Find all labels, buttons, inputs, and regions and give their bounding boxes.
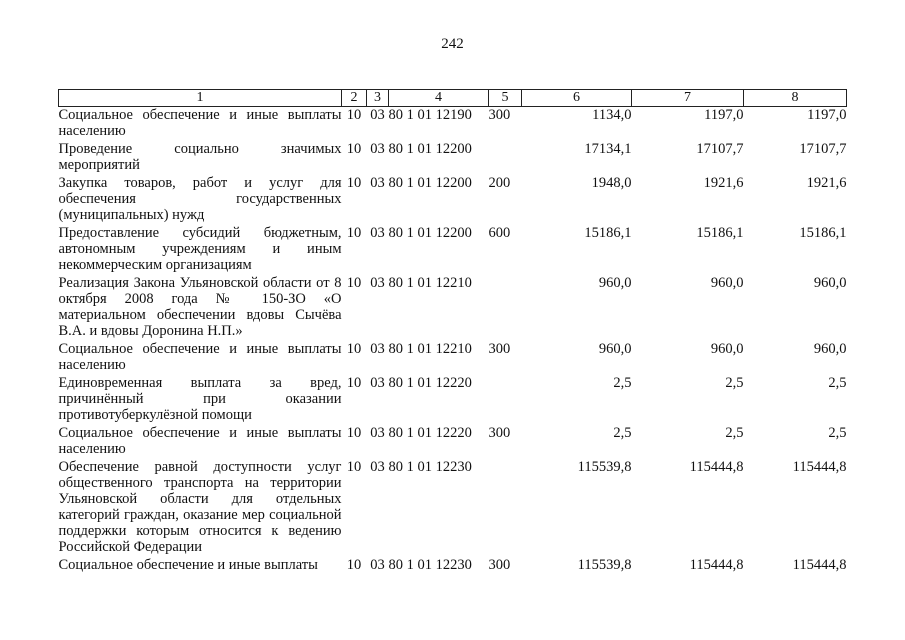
row-value-7: 115444,8 [689,557,744,573]
budget-table [58,89,847,575]
row-value-7: 960,0 [710,275,744,291]
table-row [59,275,847,341]
row-value-8: 17107,7 [799,141,847,157]
row-target-code: 80 1 01 12230 [388,459,472,475]
row-value-6: 960,0 [598,341,632,357]
page-number: 242 [441,36,464,52]
column-header-2: 2 [342,90,367,107]
row-expense-type [489,459,522,557]
table-row [59,375,847,425]
row-subsection: 03 [370,225,385,241]
row-section: 10 [346,425,362,441]
column-header-4: 4 [389,90,489,107]
row-subsection: 03 [370,425,385,441]
row-value-8: 2,5 [828,425,847,441]
row-name: Социальное обеспечение и иные выплаты населению [58,341,342,373]
row-value-8: 1921,6 [806,175,847,191]
row-target-code: 80 1 01 12210 [388,275,472,291]
row-name: Проведение социально значимых мероприятий [58,141,342,173]
column-header-5: 5 [489,90,522,107]
header-row [59,90,847,107]
table-row [59,107,847,142]
row-value-6: 15186,1 [584,225,632,241]
row-section: 10 [346,225,362,241]
row-target-code: 80 1 01 12220 [388,375,472,391]
row-name: Социальное обеспечение и иные выплаты населению [58,107,342,139]
table-row [59,459,847,557]
row-value-7: 1921,6 [703,175,744,191]
row-subsection: 03 [370,375,385,391]
row-value-7: 2,5 [725,425,744,441]
row-subsection: 03 [370,275,385,291]
row-section: 10 [346,141,362,157]
row-value-7: 960,0 [710,341,744,357]
table-row [59,341,847,375]
row-value-7: 15186,1 [696,225,744,241]
row-subsection: 03 [370,459,385,475]
row-value-7: 1197,0 [704,107,744,123]
row-target-code: 80 1 01 12200 [388,141,472,157]
row-expense-type: 600 [488,225,511,241]
row-name: Закупка товаров, работ и услуг для обеспечения государственных (муниципальных) нужд [58,175,342,223]
row-subsection: 03 [370,341,385,357]
column-header-3: 3 [367,90,389,107]
table-row [59,141,847,175]
row-section: 10 [346,557,362,573]
row-section: 10 [346,175,362,191]
row-expense-type: 300 [488,107,511,123]
row-target-code: 80 1 01 12200 [388,225,472,241]
row-section: 10 [346,375,362,391]
column-header-8: 8 [744,90,847,107]
row-target-code: 80 1 01 12210 [388,341,472,357]
row-value-8: 960,0 [813,341,847,357]
row-value-8: 115444,8 [792,557,847,573]
row-value-6: 960,0 [598,275,632,291]
row-expense-type [489,275,522,341]
row-name: Предоставление субсидий бюджетным, автономным учреждениям и иным некоммерческим организациям [58,225,342,273]
row-section: 10 [346,275,362,291]
row-value-7: 17107,7 [696,141,744,157]
row-target-code: 80 1 01 12200 [388,175,472,191]
row-expense-type: 300 [488,425,511,441]
row-expense-type [489,375,522,425]
row-expense-type: 200 [488,175,511,191]
row-name: Социальное обеспечение и иные выплаты населению [58,425,342,457]
row-section: 10 [346,341,362,357]
row-value-6: 1948,0 [591,175,632,191]
row-name: Реализация Закона Ульяновской области от 8 октября 2008 года № 150-ЗО «О материальном обеспечении вдовы Сычёва В.А. и вдовы Доронина Н.П.» [58,275,342,339]
table-row [59,175,847,225]
row-value-6: 1134,0 [592,107,632,123]
row-target-code: 80 1 01 12190 [388,107,472,123]
row-expense-type: 300 [488,557,511,573]
row-value-8: 960,0 [813,275,847,291]
row-name: Единовременная выплата за вред, причинённый при оказании противотуберкулёзной помощи [58,375,342,423]
row-value-8: 1197,0 [807,107,847,123]
row-value-8: 15186,1 [799,225,847,241]
row-value-7: 115444,8 [689,459,744,475]
row-value-6: 115539,8 [577,557,632,573]
table-row [59,557,847,575]
column-header-6: 6 [522,90,632,107]
row-section: 10 [346,459,362,475]
row-subsection: 03 [370,557,385,573]
row-value-8: 2,5 [828,375,847,391]
row-value-6: 2,5 [613,425,632,441]
row-subsection: 03 [370,175,385,191]
row-name: Обеспечение равной доступности услуг общественного транспорта на территории Ульяновской области для отдельных категорий граждан, оказание мер социальной поддержки которым относится к ведению Российской Федерации [58,459,342,555]
row-subsection: 03 [370,107,385,123]
table-row [59,225,847,275]
row-expense-type [489,141,522,175]
row-value-6: 115539,8 [577,459,632,475]
column-header-7: 7 [632,90,744,107]
column-header-1: 1 [59,90,342,107]
row-target-code: 80 1 01 12230 [388,557,472,573]
row-section: 10 [346,107,362,123]
row-target-code: 80 1 01 12220 [388,425,472,441]
row-value-6: 2,5 [613,375,632,391]
row-subsection: 03 [370,141,385,157]
row-value-6: 17134,1 [584,141,632,157]
table-row [59,425,847,459]
row-value-8: 115444,8 [792,459,847,475]
row-name: Социальное обеспечение и иные выплаты [58,557,318,573]
row-expense-type: 300 [488,341,511,357]
row-value-7: 2,5 [725,375,744,391]
